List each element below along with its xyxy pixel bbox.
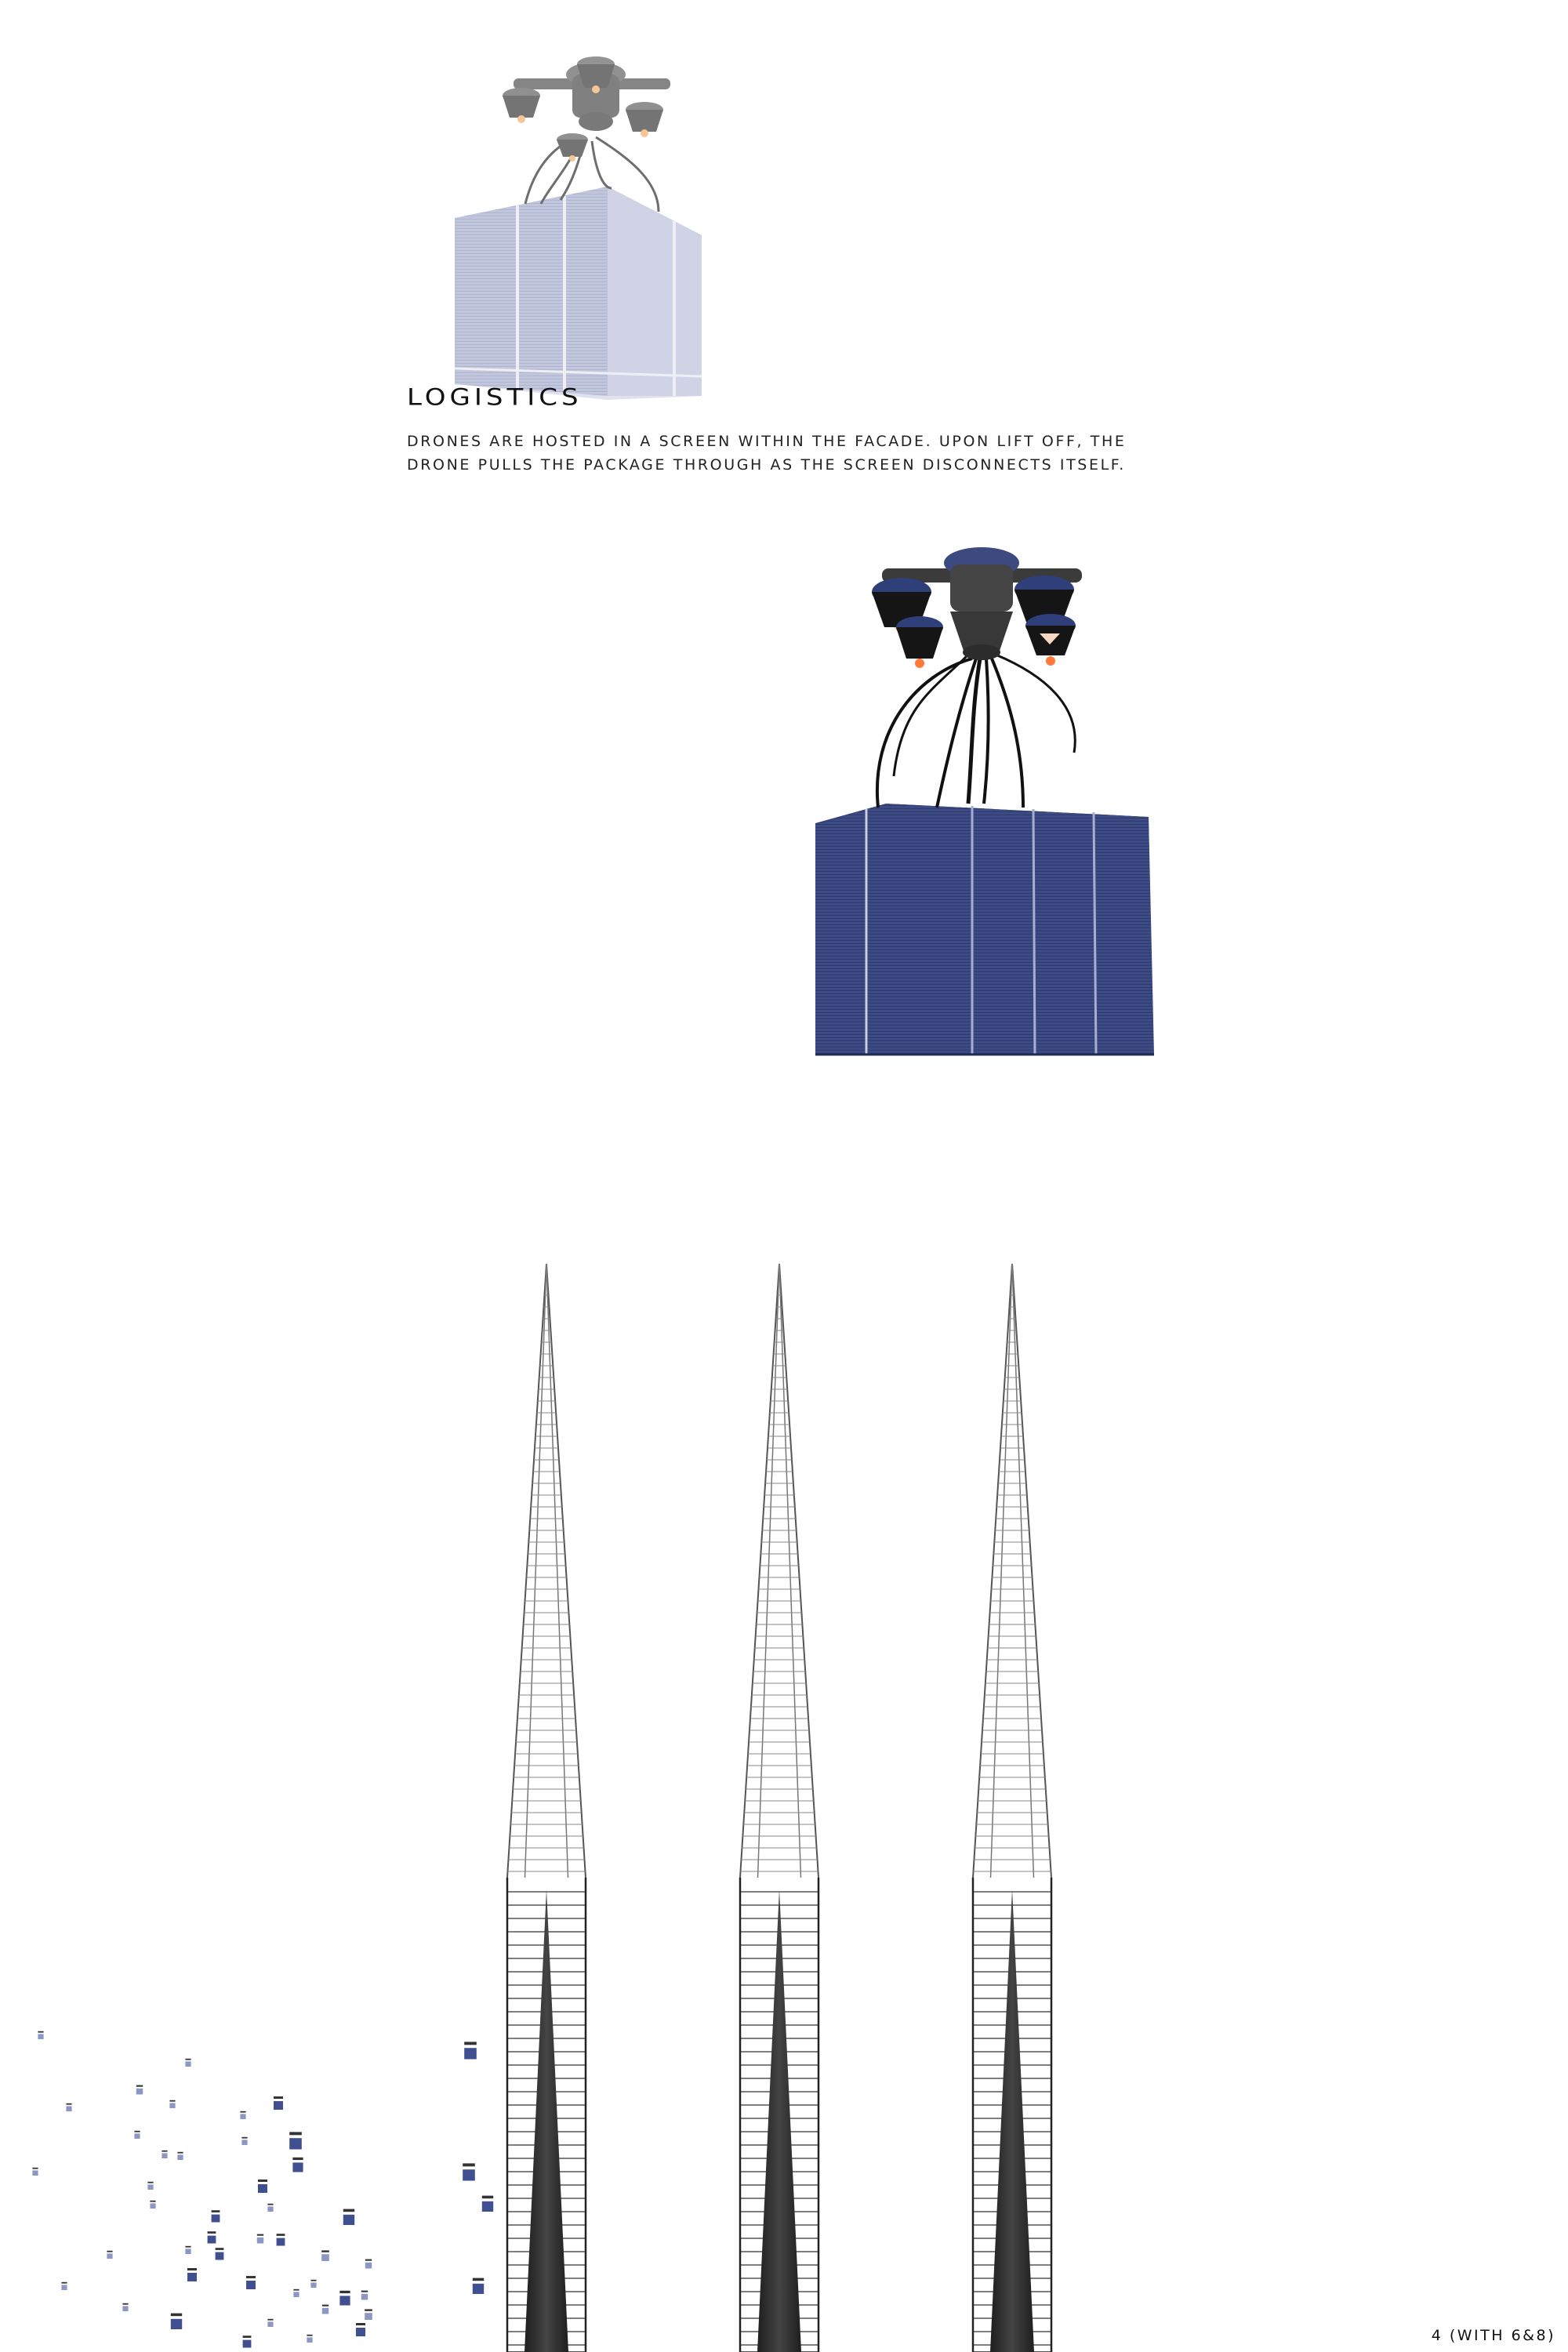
mini-drone: [38, 2031, 43, 2039]
mini-drone: [243, 2336, 252, 2347]
mini-drone: [307, 2335, 312, 2343]
mini-drone: [292, 2158, 303, 2172]
mini-drone: [134, 2131, 140, 2139]
mini-drone: [361, 2291, 368, 2300]
mini-drone: [365, 2259, 372, 2269]
mini-drone: [169, 2100, 175, 2108]
mini-drone: [150, 2201, 155, 2209]
rotor-pod: [1025, 614, 1076, 666]
mini-drone: [171, 2314, 182, 2329]
mini-drone: [107, 2251, 112, 2259]
mini-drone: [61, 2282, 67, 2290]
mini-drone: [267, 2319, 273, 2327]
mini-drone: [212, 2210, 220, 2222]
mini-drone: [464, 2042, 477, 2059]
tower-row: [507, 1264, 1051, 2352]
mini-drone: [343, 2209, 354, 2225]
mini-drone: [122, 2303, 128, 2311]
mini-drone: [289, 2132, 302, 2149]
page-number: 4 (WITH 6&8): [1431, 2327, 1555, 2344]
faded-drone-with-package: [455, 56, 702, 400]
mini-drone: [208, 2231, 216, 2243]
rotor-pod: [503, 88, 540, 123]
mini-drone: [277, 2234, 285, 2245]
mini-drone: [356, 2323, 365, 2336]
drone-with-package: [815, 547, 1154, 1054]
rotor-pod: [896, 616, 943, 668]
mini-drone: [185, 2246, 191, 2254]
mini-drone: [274, 2096, 283, 2110]
mini-drone: [32, 2168, 38, 2176]
mini-drone: [177, 2152, 183, 2160]
mini-drone: [365, 2309, 372, 2320]
mini-drone: [310, 2280, 316, 2288]
mini-drone: [322, 2305, 328, 2314]
mini-drone: [293, 2289, 299, 2297]
mini-drone: [185, 2059, 191, 2067]
mini-drone: [136, 2085, 143, 2095]
mini-drone: [66, 2103, 71, 2111]
mini-drone: [147, 2182, 153, 2190]
description-text: DRONES ARE HOSTED IN A SCREEN WITHIN THE FACADE. UPON LIFT OFF, THE DRONE PULLS THE PACKAGE THROUGH AS THE SCREEN DISCONNECTS ITSELF.: [407, 433, 1127, 474]
tower: [740, 1264, 818, 2352]
mini-drone: [240, 2111, 245, 2119]
mini-drone: [241, 2137, 247, 2145]
mini-drone: [258, 2180, 267, 2193]
mini-drone: [216, 2248, 224, 2259]
tower: [973, 1264, 1051, 2352]
drone-swarm: [32, 2031, 493, 2348]
tower: [507, 1264, 586, 2352]
mini-drone: [246, 2276, 256, 2289]
mini-drone: [463, 2163, 475, 2180]
mini-drone: [257, 2234, 263, 2244]
mini-drone: [339, 2291, 350, 2306]
mini-drone: [187, 2268, 197, 2281]
mini-drone: [321, 2250, 329, 2261]
mini-drone: [162, 2151, 167, 2158]
rotor-pod: [626, 102, 663, 137]
mini-drone: [267, 2204, 273, 2212]
mini-drone: [473, 2278, 484, 2294]
page-title: LOGISTICS: [407, 384, 583, 411]
rotor-pod: [557, 133, 588, 162]
mini-drone: [482, 2196, 493, 2212]
